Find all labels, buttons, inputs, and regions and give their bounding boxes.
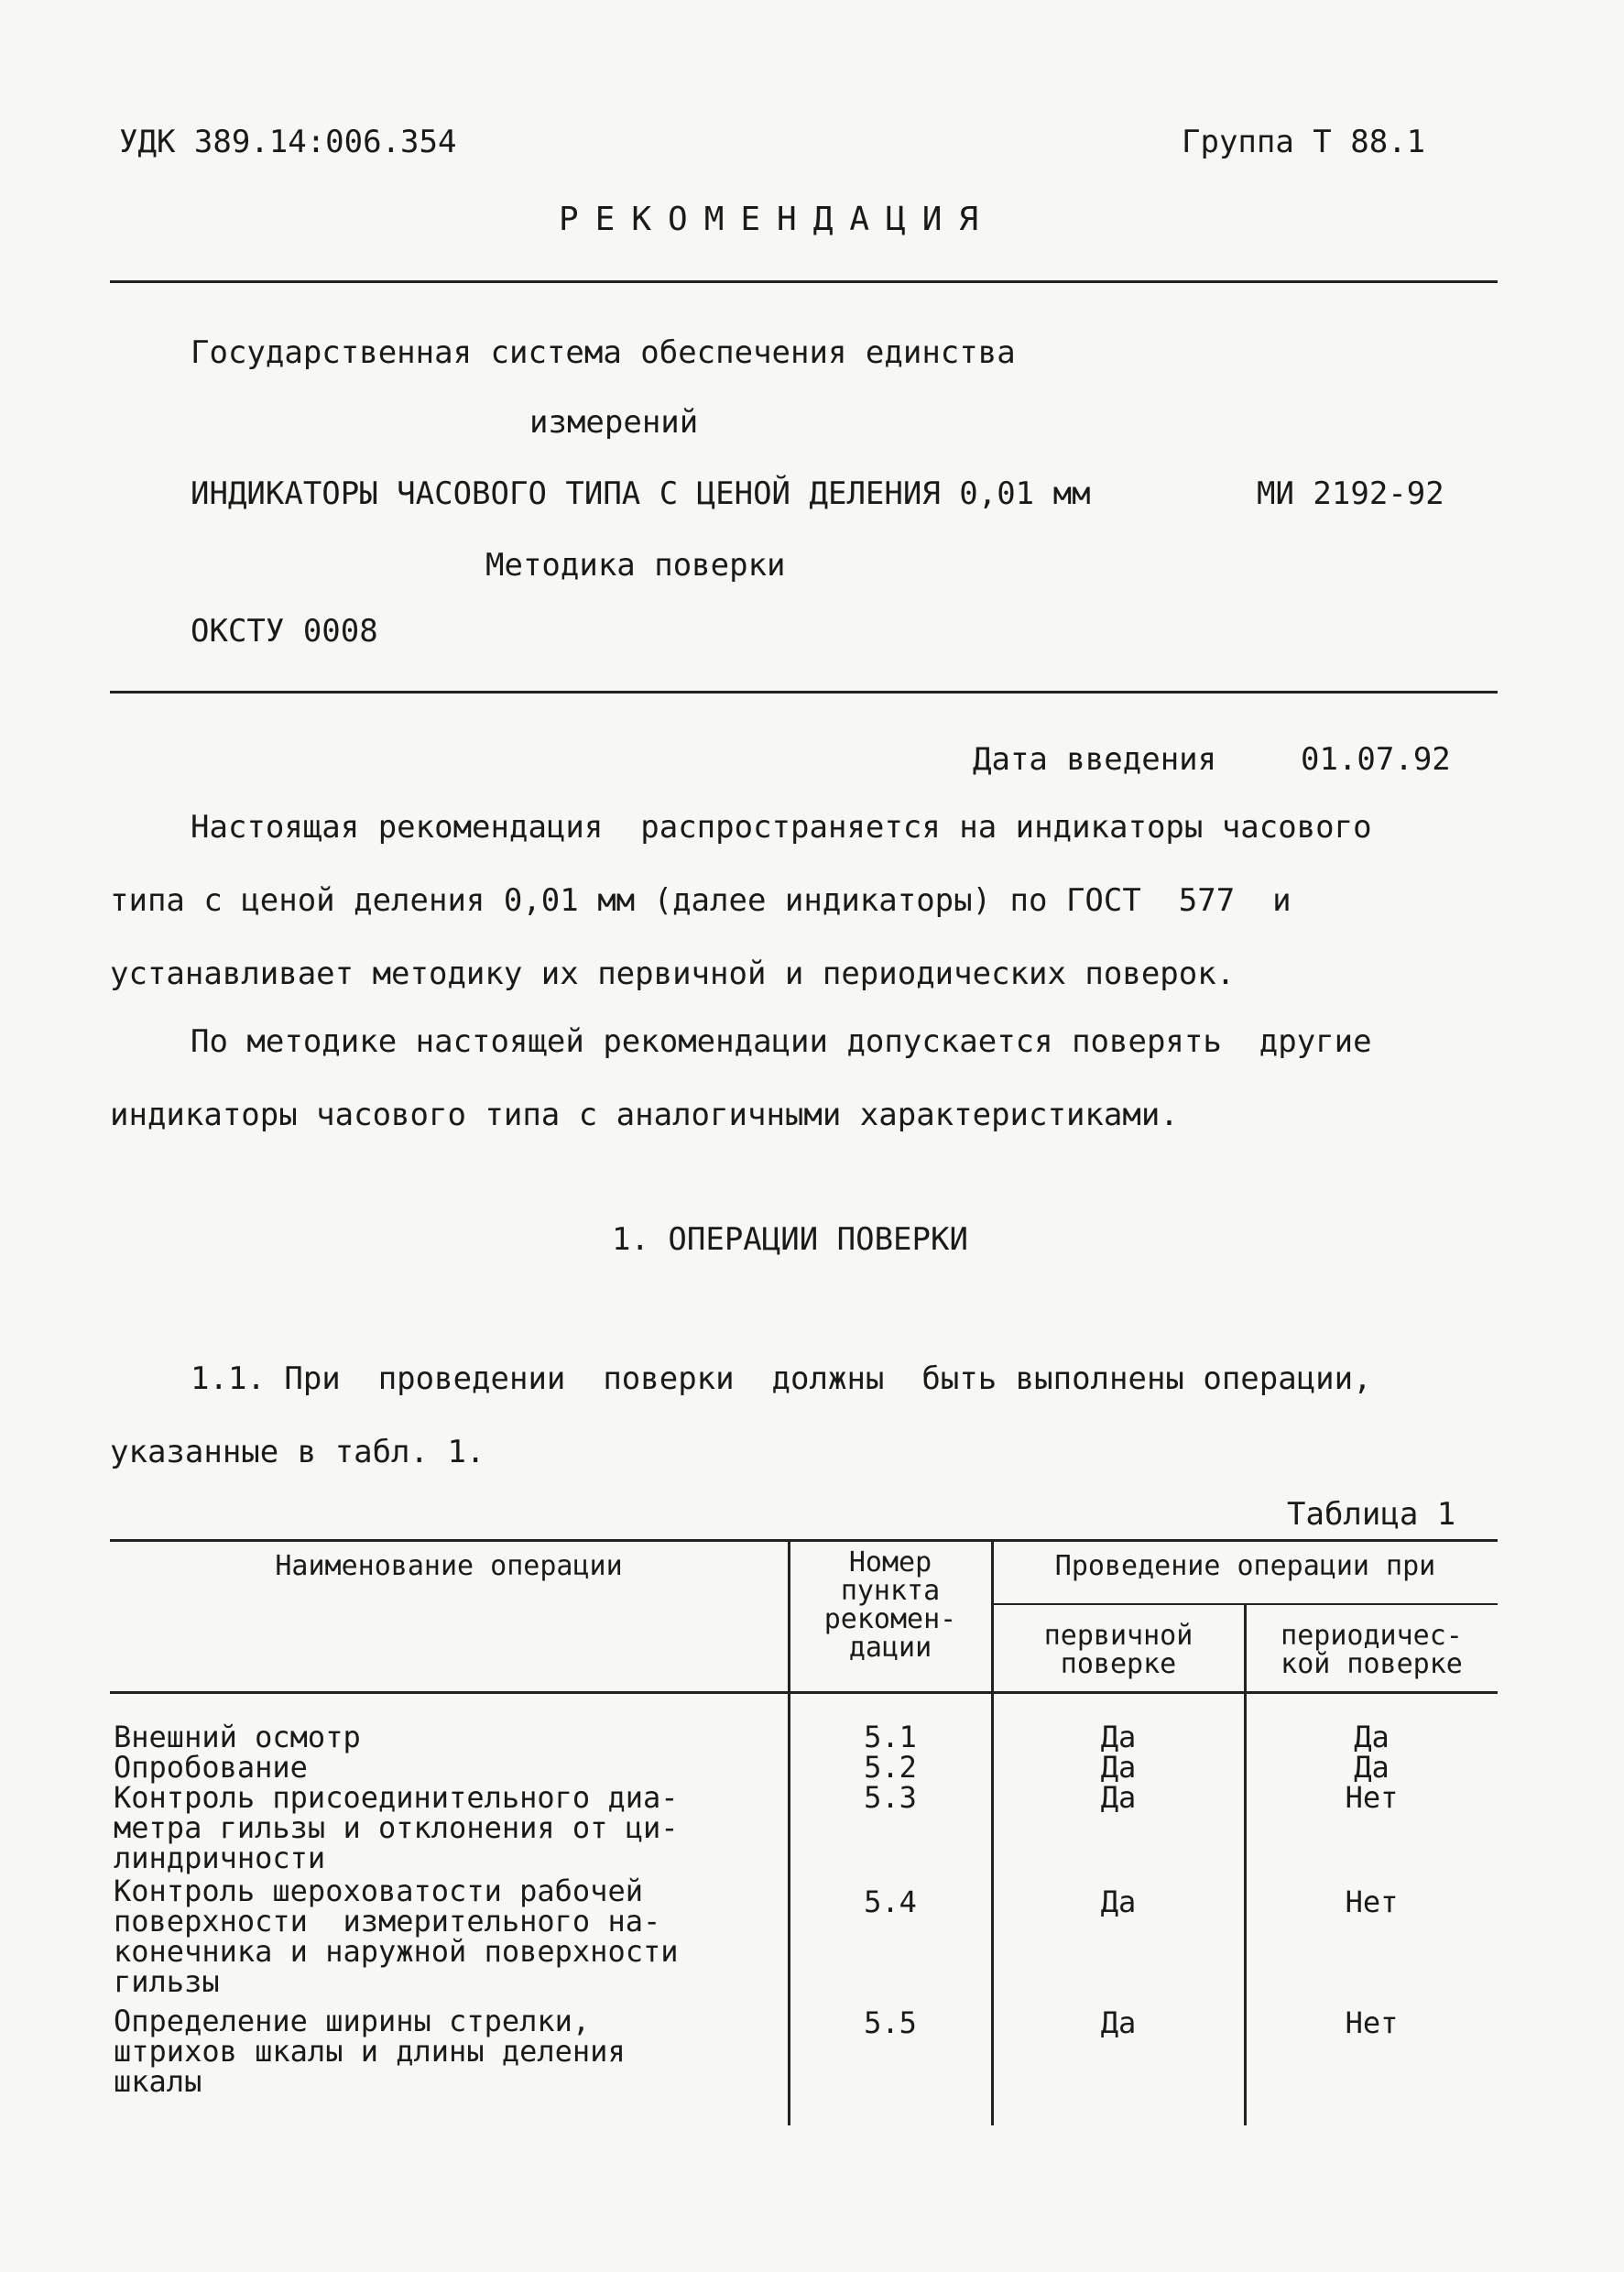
header-periodic: периодичес- кой поверке <box>1281 1620 1463 1680</box>
document-name: ИНДИКАТОРЫ ЧАСОВОГО ТИПА С ЦЕНОЙ ДЕЛЕНИЯ 0,01 мм <box>191 475 1091 512</box>
intro-p2-line1: По методике настоящей рекомендации допускается поверять другие <box>191 1023 1372 1060</box>
row-periodic: Да <box>1354 1750 1390 1785</box>
row-periodic: Нет <box>1345 2005 1399 2040</box>
document-code: МИ 2192-92 <box>1257 475 1444 512</box>
top-rule <box>110 280 1498 283</box>
row-primary: Да <box>1100 1720 1137 1754</box>
row-periodic: Да <box>1354 1720 1390 1754</box>
row-operation-name: Внешний осмотр <box>114 1720 361 1754</box>
group-code: Группа Т 88.1 <box>1182 124 1426 160</box>
row-periodic: Нет <box>1345 1780 1399 1815</box>
row-item-number: 5.5 <box>864 2005 917 2040</box>
header-item-number: Номер пункта рекомен- дации <box>823 1546 957 1664</box>
intro-p1-line3: устанавливает методику их первичной и периодических поверок. <box>110 956 1236 992</box>
row-operation-name: Контроль шероховатости рабочей поверхности измерительного на- конечника и наружной поверхности гильзы <box>114 1873 679 1999</box>
row-operation-name: Контроль присоединительного диа- метра гильзы и отклонения от ци- линдричности <box>114 1780 679 1875</box>
table-top-rule <box>110 1539 1498 1542</box>
section-p-line2: указанные в табл. 1. <box>110 1434 485 1470</box>
row-primary: Да <box>1100 1750 1137 1785</box>
table-header-rule <box>110 1691 1498 1694</box>
row-periodic: Нет <box>1345 1884 1399 1919</box>
header-operation-name: Наименование операции <box>275 1550 623 1582</box>
intro-p2-line2: индикаторы часового типа с аналогичными характеристиками. <box>110 1097 1179 1133</box>
doc-type-title: РЕКОМЕНДАЦИЯ <box>559 201 996 238</box>
header-primary: первичной поверке <box>1043 1620 1193 1680</box>
system-line-1: Государственная система обеспечения единства <box>191 334 1016 371</box>
row-item-number: 5.4 <box>864 1884 917 1919</box>
table-caption: Таблица 1 <box>1287 1496 1456 1533</box>
date-label: Дата введения <box>973 741 1217 778</box>
system-line-2: измерений <box>529 404 699 441</box>
row-item-number: 5.2 <box>864 1750 917 1785</box>
row-item-number: 5.3 <box>864 1780 917 1815</box>
row-operation-name: Определение ширины стрелки, штрихов шкалы и длины деления шкалы <box>114 2004 626 2099</box>
udk-code: УДК 389.14:006.354 <box>119 124 457 160</box>
date-value: 01.07.92 <box>1301 741 1451 778</box>
intro-p1-line1: Настоящая рекомендация распространяется на индикаторы часового <box>191 809 1372 846</box>
header-group: Проведение операции при <box>1054 1550 1436 1582</box>
bottom-rule <box>110 691 1498 694</box>
oksty-code: ОКСТУ 0008 <box>191 613 378 650</box>
document-subtitle: Методика поверки <box>485 547 786 584</box>
row-operation-name: Опробование <box>114 1750 308 1785</box>
row-item-number: 5.1 <box>864 1720 917 1754</box>
section-p-line1: 1.1. При проведении поверки должны быть выполнены операции, <box>191 1360 1372 1397</box>
intro-p1-line2: типа с ценой деления 0,01 мм (далее индикаторы) по ГОСТ 577 и <box>110 882 1292 919</box>
table-col-divider-3 <box>1244 1603 1247 2125</box>
row-primary: Да <box>1100 1780 1137 1815</box>
row-primary: Да <box>1100 1884 1137 1919</box>
section-heading: 1. ОПЕРАЦИИ ПОВЕРКИ <box>612 1221 968 1258</box>
row-primary: Да <box>1100 2005 1137 2040</box>
